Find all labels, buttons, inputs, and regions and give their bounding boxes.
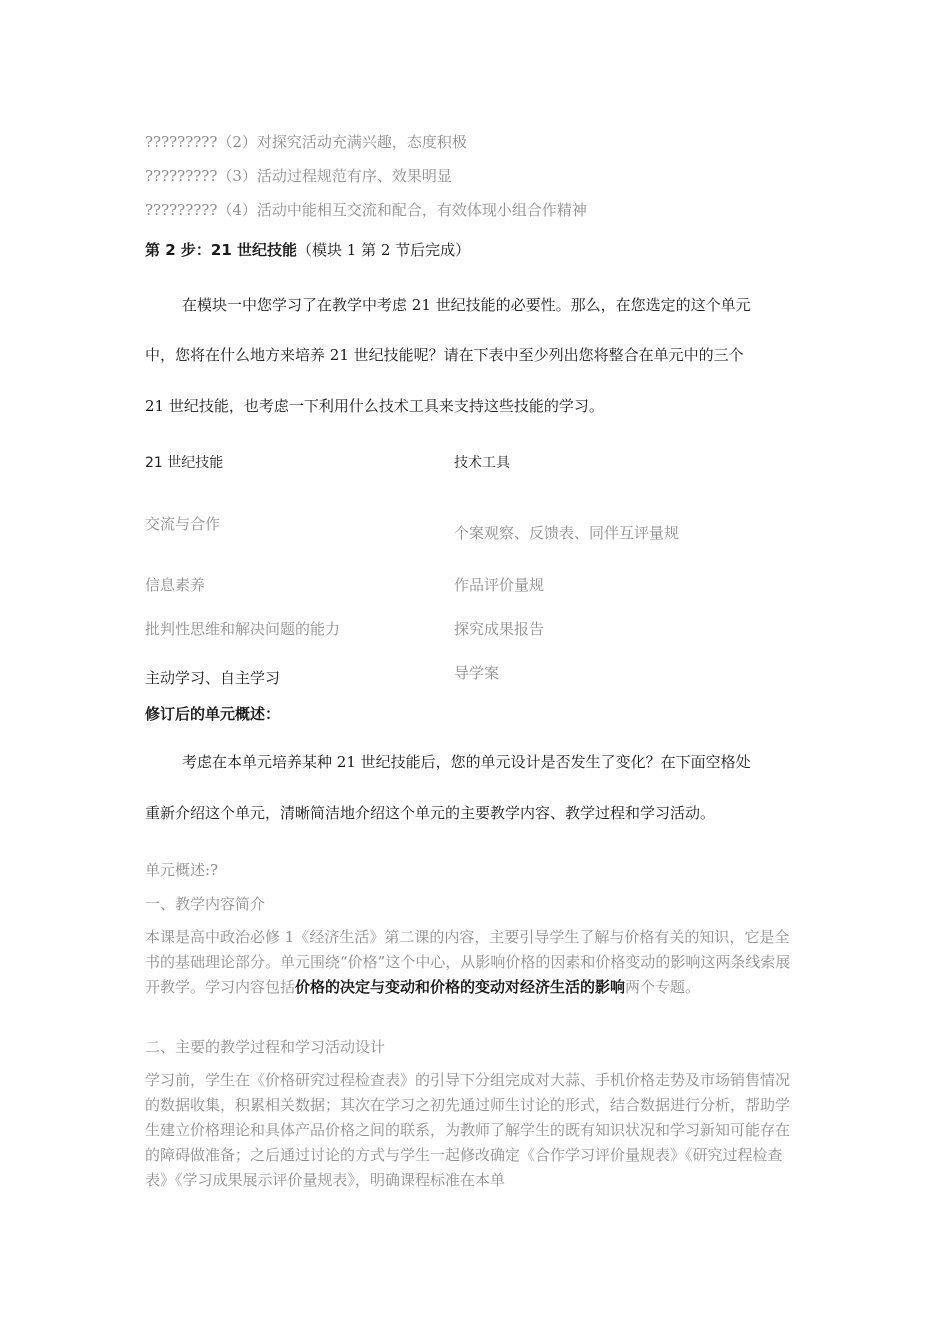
section2-text: 学习前，学生在《价格研究过程检查表》的引导下分组完成对大蒜、手机价格走势及市场销售情况的数据收集，积累相关数据；其次在学习之初先通过师生讨论的形式，结合数据进行分析，帮助学生建立价格理论和具体产品价格之间的联系，为教师了解学生的既有知识状况和学习新知可能存在的障碍做准备；之后通过讨论的方式与学生一起修改确定《合作学习评价量规表》《研究过程检查表》《学习成果展示评价量规表》，明确课程标准在本单 bbox=[145, 1071, 791, 1189]
revised-intro-line-2: 重新介绍这个单元，清晰简洁地介绍这个单元的主要教学内容、教学过程和学习活动。 bbox=[145, 804, 716, 822]
criterion-2: ?????????（2）对探究活动充满兴趣，态度积极 bbox=[145, 133, 467, 151]
step2-intro-line-2: 中，您将在什么地方来培养 21 世纪技能呢？请在下表中至少列出您将整合在单元中的三个 bbox=[145, 346, 744, 364]
table-row-3-tool: 探究成果报告 bbox=[454, 620, 545, 638]
step2-intro-line-1: 在模块一中您学习了在教学中考虑 21 世纪技能的必要性。那么，在您选定的这个单元 bbox=[182, 296, 751, 314]
table-row-2-skill: 信息素养 bbox=[145, 576, 206, 594]
table-row-1-tool: 个案观察、反馈表、同伴互评量规 bbox=[454, 524, 680, 542]
section1-text bbox=[145, 925, 795, 1000]
step2-note: （模块 1 第 2 节后完成） bbox=[296, 241, 471, 259]
section1-text-a: 本课是高中政治必修 1《经济生活》第二课的内容，主要引导学生了解与价格有关的知识，它是全书的基础理论部分。单元围绕“价格”这个中心，从影响价格的因素和价格变动的影响这两条线索展开教学。学习内容包括 bbox=[145, 928, 791, 996]
overview-label: 单元概述:? bbox=[145, 861, 219, 879]
step2-heading bbox=[145, 239, 470, 260]
section1-text-b: 两个专题。 bbox=[625, 978, 701, 996]
table-header-tool: 技术工具 bbox=[454, 455, 510, 471]
section2-title: 二、主要的教学过程和学习活动设计 bbox=[145, 1038, 386, 1056]
table-row-2-tool: 作品评价量规 bbox=[454, 576, 545, 594]
table-row-4-skill: 主动学习、自主学习 bbox=[145, 669, 281, 687]
table-row-3-skill: 批判性思维和解决问题的能力 bbox=[145, 620, 341, 638]
criterion-4: ?????????（4）活动中能相互交流和配合，有效体现小组合作精神 bbox=[145, 201, 587, 219]
section1-text-bold: 价格的决定与变动和价格的变动对经济生活的影响 bbox=[295, 978, 626, 996]
step2-title: 第 2 步：21 世纪技能 bbox=[145, 241, 297, 259]
criterion-3: ?????????（3）活动过程规范有序、效果明显 bbox=[145, 167, 452, 185]
section1-title: 一、教学内容简介 bbox=[145, 895, 266, 913]
step2-intro-line-3: 21 世纪技能，也考虑一下利用什么技术工具来支持这些技能的学习。 bbox=[145, 397, 604, 415]
revised-intro-line-1: 考虑在本单元培养某种 21 世纪技能后，您的单元设计是否发生了变化？在下面空格处 bbox=[182, 753, 751, 771]
table-row-4-tool: 导学案 bbox=[454, 664, 500, 682]
table-header-skill: 21 世纪技能 bbox=[145, 455, 224, 471]
table-row-1-skill: 交流与合作 bbox=[145, 515, 221, 533]
revised-heading: 修订后的单元概述： bbox=[145, 705, 281, 723]
